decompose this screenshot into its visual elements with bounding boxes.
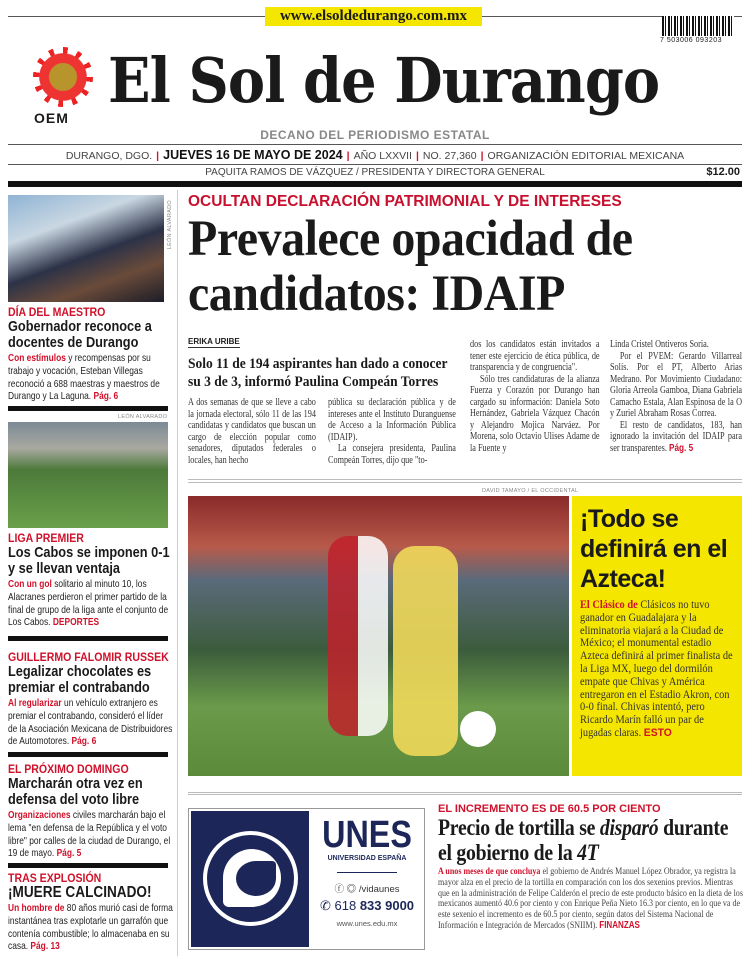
instagram-icon: ◎ [346,884,357,895]
divider [8,752,168,757]
website-url[interactable]: www.elsoldedurango.com.mx [265,7,482,26]
year: AÑO LXXVII [353,150,412,162]
kicker: GUILLERMO FALOMIR RUSSEK [8,650,169,664]
oem-logo: OEM [34,110,69,126]
kicker: TRAS EXPLOSIÓN [8,871,102,885]
photo-credit: LEÓN ALVARADO [118,414,168,420]
sport-headline[interactable]: ¡Todo se definirá en el Azteca! [580,505,728,593]
city: DURANGO, DGO. [65,150,153,162]
unes-eagle-logo-icon [191,811,309,947]
headline[interactable]: Gobernador reconoce a docentes de Durango [8,318,152,351]
byline: ERIKA URIBE [188,337,240,346]
tortilla-headline[interactable]: Precio de tortilla se disparó durante el gobierno de la 4T [438,815,729,866]
soccer-photo[interactable] [8,422,168,528]
headline[interactable]: Legalizar chocolates es premiar el contrabando [8,663,152,696]
price: $12.00 [706,166,740,178]
column-divider [177,190,178,956]
story-body: Con estímulos y recompensas por su trabajo y vocación, Esteban Villegas reconoció a 688 maestras y maestros de Durango y La Laguna. Pág. 6 [8,352,160,403]
photo-credit: DAVID TAMAYO / EL OCCIDENTAL [482,488,579,494]
unes-subtitle: UNIVERSIDAD ESPAÑA [327,855,407,862]
ad-website[interactable]: www.unes.edu.mx [336,919,398,928]
teachers-day-photo[interactable] [8,195,164,302]
barcode [662,16,734,36]
divider [8,636,168,641]
oem-sun-logo-icon [33,47,93,107]
main-headline[interactable]: Prevalece opacidad de candidatos: IDAIP [188,211,633,322]
story-body: Organizaciones civiles marcharán bajo el lema "en defensa de la República y el voto libre" por calles de la ciudad de Durango, el 19 de mayo. Pág. 5 [8,809,171,860]
date: JUEVES 16 DE MAYO DE 2024 [163,148,343,162]
article-column: pública su declaración pública y de intereses ante el Instituto Duranguense de Acceso a la Información Pública (IDAIP). La consejera presidenta, Paulina Compeán Torres, dijo que "to- [328,397,456,466]
masthead: El Sol de Durango [108,44,660,117]
president-line: PAQUITA RAMOS DE VÁZQUEZ / PRESIDENTA Y DIRECTORA GENERAL [205,167,545,178]
headline[interactable]: Marcharán otra vez en defensa del voto libre [8,775,143,808]
social-handle[interactable]: ⓕ ◎ /vidaunes [334,884,400,895]
unes-brand: UNES [322,814,412,856]
article-column: dos los candidatos están invitados a tener este ejercicio de ética pública, de transparencia y de congruencia". Sólo tres candidaturas de la alianza Fuerza y Corazón por Durango han cargado su información: Daniela Soto Hernández, Gabriela Vázquez Chacón y Alejandro Mojica Narváez. Por Morena, solo Octavio Ulises Adame de la Fuente y [470,339,600,454]
divider [8,406,168,411]
headline[interactable]: Los Cabos se imponen 0-1 y se llevan ventaja [8,544,170,577]
unes-ad[interactable] [188,808,425,950]
chivas-player [328,536,388,736]
dateline: DURANGO, DGO. | JUEVES 16 DE MAYO DE 2024 | AÑO LXXVII | NO. 27,360 | ORGANIZACIÓN EDITORIAL MEXICANA [65,148,685,162]
story-body: Con un gol solitario al minuto 10, los Alacranes perdieron el primer partido de la final de grupo de la liga ante el conjunto de Los Cabos. DEPORTES [8,578,169,629]
phone-icon: ✆ [319,898,331,913]
ball [460,711,496,747]
story-body: Al regularizar un vehículo extranjero es premiar el contrabando, consideró el líder de la Asociación Mexicana de Distribuidores de Automotores. Pág. 6 [8,697,173,748]
story-body: Un hombre de 80 años murió casi de forma instantánea tras explotarle un garrafón que contenía combustible; lo almacenaba en su casa. Pág. 13 [8,902,173,953]
rule [8,144,742,145]
double-rule [188,792,742,795]
headline[interactable]: ¡MUERE CALCINADO! [8,884,152,901]
sport-box [572,496,742,776]
divider [8,863,168,868]
sport-body: El Clásico de Clásicos no tuvo ganador en Guadalajara y la eliminatoria viajará a la Ciudad de México; el monumental estadio Azteca definirá al primer finalista de la Liga MX, luego del dormilón empate que Chivas y América entregaron en el Estadio Akron, con 0-0 final. Chivas intentó, pero Ricardo Marín falló un par de jugadas claras. ESTO [580,599,733,739]
header-bar [8,181,742,187]
article-column: Linda Cristel Ontiveros Soria. Por el PVEM: Gerardo Villarreal Solís. Por el PT, Alberto Arias Medrano. Por Movimiento Ciudadano: Gloria Arreola Gamboa, Diana Gabriela Camacho Estala, Alan Espinosa de la O y Zuriel Abraham Rosas Correa. El resto de candidatos, 183, han ignorado la invitación del IDAIP para ser transparentes. Pág. 5 [610,339,743,454]
kicker: DÍA DEL MAESTRO [8,305,106,319]
facebook-icon: ⓕ [334,884,345,895]
photo-credit: LEÓN ALVARADO [167,200,173,250]
subheadline: Solo 11 de 194 aspirantes han dado a conocer su 3 de 3, informó Paulina Compeán Torres [188,356,448,390]
article-column: A dos semanas de que se lleve a cabo la jornada electoral, sólo 11 de las 194 candidatas y candidatos que buscan un cargo de elección popular como senadores, diputados federales o locales, han hecho [188,397,316,466]
organization: ORGANIZACIÓN EDITORIAL MEXICANA [487,150,685,162]
kicker: LIGA PREMIER [8,531,84,545]
tagline: DECANO DEL PERIODISMO ESTATAL [260,128,490,142]
tortilla-kicker: EL INCREMENTO ES DE 60.5 POR CIENTO [438,803,661,815]
america-player [393,546,458,756]
phone[interactable]: ✆ 618 833 9000 [319,898,415,913]
clasico-match-photo[interactable] [188,496,569,776]
kicker: EL PRÓXIMO DOMINGO [8,762,129,776]
main-kicker: OCULTAN DECLARACIÓN PATRIMONIAL Y DE INTERESES [188,193,622,210]
tortilla-body: A unos meses de que concluya el gobierno de Andrés Manuel López Obrador, ya registra la mayor alza en el precio de la tortilla en comparación con los dos sexenios previos. Mientras que en la administración de Felipe Calderón el precio de este producto básico en la dieta de los mexicanos aumentó 40.6 por ciento y con Enrique Peña Nieto 16.3 por ciento, en lo que va de este sexenio el incremento es de 60.5 por ciento, según datos del Sistema Nacional de Información e Integración de Mercados (SNIIM). FINANZAS [438,866,743,931]
issue-number: NO. 27,360 [422,150,477,162]
barcode-number: 7 503006 093203 [660,37,722,44]
double-rule [188,479,742,483]
rule [8,164,742,165]
